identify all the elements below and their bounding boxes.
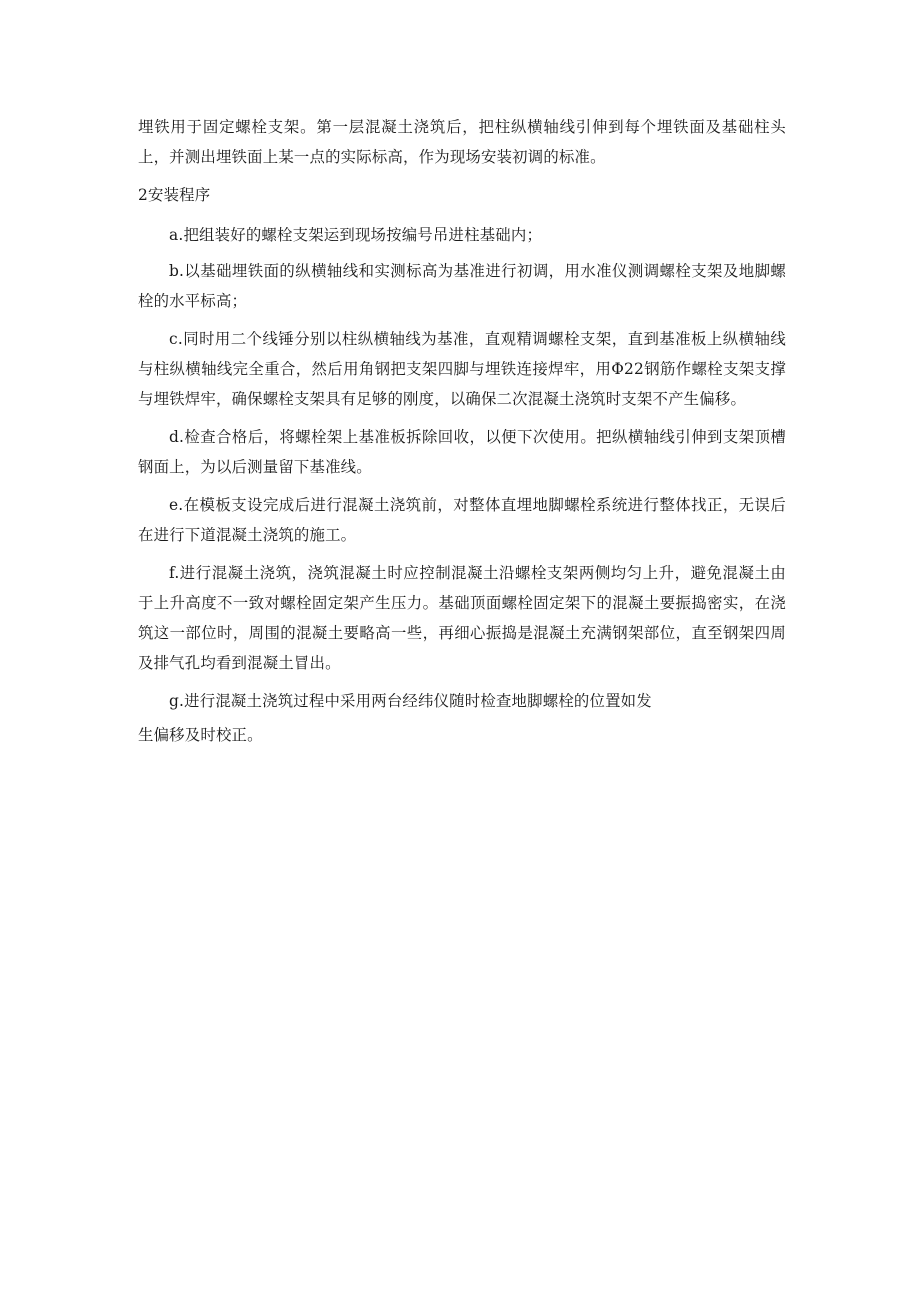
step-b: b.以基础埋铁面的纵横轴线和实测标高为基准进行初调，用水准仪测调螺栓支架及地脚螺栓的水平标高； — [138, 262, 786, 310]
step-d: d.检查合格后，将螺栓架上基准板拆除回收，以便下次使用。把纵横轴线引伸到支架顶槽钢面上，为以后测量留下基准线。 — [138, 428, 786, 476]
step-g-line-2: 生偏移及时校正。 — [138, 726, 263, 744]
section-heading: 2安装程序 — [138, 186, 211, 204]
step-a: a.把组装好的螺栓支架运到现场按编号吊进柱基础内； — [169, 226, 543, 244]
step-c: c.同时用二个线锤分别以柱纵横轴线为基准，直观精调螺栓支架，直到基准板上纵横轴线与柱纵横轴线完全重合，然后用角钢把支架四脚与埋铁连接焊牢，用Φ22钢筋作螺栓支架支撑与埋铁焊牢，确保螺栓支架具有足够的刚度，以确保二次混凝土浇筑时支架不产生偏移。 — [138, 330, 786, 408]
step-g-line-1: g.进行混凝土浇筑过程中采用两台经纬仪随时检查地脚螺栓的位置如发 — [169, 692, 652, 710]
document-page — [138, 112, 786, 758]
step-f: f.进行混凝土浇筑，浇筑混凝土时应控制混凝土沿螺栓支架两侧均匀上升，避免混凝土由于上升高度不一致对螺栓固定架产生压力。基础顶面螺栓固定架下的混凝土要振捣密实，在浇筑这一部位时，周围的混凝土要略高一些，再细心振捣是混凝土充满钢架部位，直至钢架四周及排气孔均看到混凝土冒出。 — [138, 564, 786, 672]
step-e: e.在模板支设完成后进行混凝土浇筑前，对整体直埋地脚螺栓系统进行整体找正，无误后在进行下道混凝土浇筑的施工。 — [138, 496, 786, 544]
intro-paragraph: 埋铁用于固定螺栓支架。第一层混凝土浇筑后，把柱纵横轴线引伸到每个埋铁面及基础柱头上，并测出埋铁面上某一点的实际标高，作为现场安装初调的标准。 — [138, 118, 786, 166]
